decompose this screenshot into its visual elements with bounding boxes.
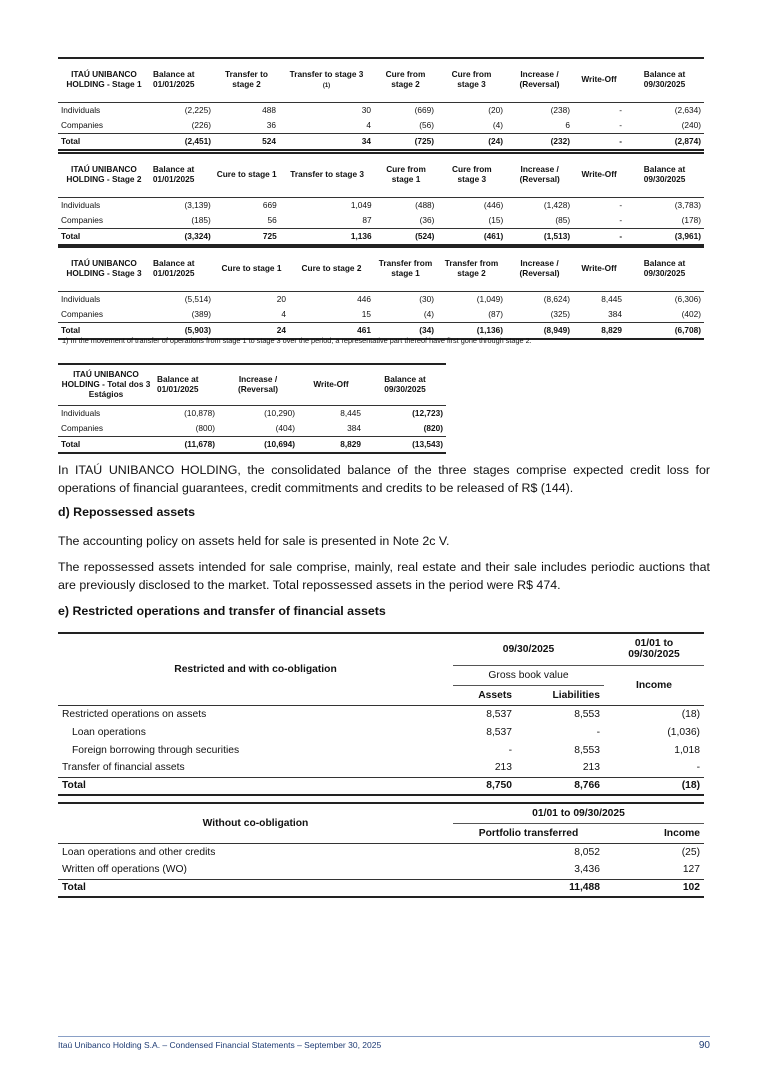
cell-value: 8,445 [340, 408, 361, 418]
stage-total-table [58, 363, 446, 454]
row-label: Written off operations (WO) [62, 864, 187, 876]
stage1-header-title: ITAÚ UNIBANCO HOLDING - Stage 1 [66, 69, 142, 90]
row-label: Individuals [61, 294, 101, 304]
cell-value: 213 [494, 762, 512, 774]
cell-value: (800) [195, 423, 215, 433]
stage3-header-cure-1: Cure to stage 1 [221, 263, 282, 274]
row-label: Restricted operations on assets [62, 708, 207, 720]
cell-value: (20) [488, 105, 503, 115]
table-row [58, 213, 704, 229]
table-row [58, 118, 704, 134]
cell-value: (3,324) [150, 228, 214, 245]
stage2-header-cure-1: Cure to stage 1 [216, 169, 277, 180]
cell-value: (6,708) [625, 322, 704, 339]
total-row [58, 879, 704, 897]
stage3-header-title: ITAÚ UNIBANCO HOLDING - Stage 3 [66, 258, 142, 279]
stage1-header-cure-3: Cure from stage 3 [451, 69, 492, 90]
cell-value: (18) [681, 708, 700, 720]
row-label: Total [58, 322, 150, 339]
cell-value: (10,290) [264, 408, 295, 418]
cell-value: (669) [414, 105, 434, 115]
cell-value: 488 [262, 105, 276, 115]
table-row [58, 307, 704, 323]
stage2-header-transfer-3: Transfer to stage 3 [290, 169, 365, 180]
cell-value: 461 [289, 322, 374, 339]
cell-value: (185) [191, 215, 211, 225]
cell-value: (2,451) [150, 133, 214, 150]
without-table [58, 802, 704, 898]
cell-value: (10,878) [184, 408, 215, 418]
cell-value: - [696, 762, 700, 774]
stage-footnote: 1) In the movement of transfer of operations from stage 1 to stage 3 over the period, a representative part thereof have first gone through stage 2. [62, 336, 532, 345]
total-row [58, 133, 704, 150]
paragraph-consolidated: In ITAÚ UNIBANCO HOLDING, the consolidated balance of the three stages comprise expected credit loss for operations of financial guarantees, credit commitments and credits to be released of R$ (144). [58, 463, 710, 495]
cell-value: (325) [550, 309, 570, 319]
heading-restricted-operations: e) Restricted operations and transfer of financial assets [58, 604, 386, 618]
without-income: Income [663, 827, 700, 839]
cell-value: 24 [214, 322, 289, 339]
stage2-header-cure-from-1: Cure from stage 1 [386, 164, 426, 185]
cell-value: (238) [550, 105, 570, 115]
row-label: Total [58, 228, 150, 245]
footer-text: Itaú Unibanco Holding S.A. – Condensed Financial Statements – September 30, 2025 [58, 1040, 382, 1050]
stage1-header-transfer-3-label: Transfer to stage 3 [289, 69, 364, 80]
cell-value: (2,874) [625, 133, 704, 150]
stage1-header-transfer-3 [279, 58, 374, 102]
restricted-title: Restricted and with co-obligation [174, 663, 337, 675]
table-row [58, 741, 704, 759]
cell-value: (1,136) [437, 322, 506, 339]
stage3-header-writeoff: Write-Off [581, 263, 617, 274]
row-label: Companies [61, 120, 103, 130]
stage3-header-cure-2: Cure to stage 2 [301, 263, 362, 274]
cell-value: 8,537 [486, 708, 512, 720]
stage-total-body [58, 405, 446, 453]
footer-divider [58, 1036, 710, 1037]
stage1-table [58, 57, 704, 151]
cell-value: 102 [604, 879, 704, 897]
cell-value: (11,678) [154, 436, 218, 453]
cell-value: 34 [279, 133, 374, 150]
cell-value: (1,428) [543, 200, 571, 210]
cell-value: 213 [582, 762, 600, 774]
table-row [58, 843, 704, 861]
cell-value: 1,136 [280, 228, 375, 245]
cell-value: 8,553 [574, 708, 600, 720]
table-row [58, 723, 704, 741]
cell-value: (1,049) [476, 294, 503, 304]
restricted-income: Income [635, 679, 673, 691]
cell-value: (3,139) [184, 200, 211, 210]
cell-value: 384 [347, 423, 361, 433]
paragraph-accounting-policy: The accounting policy on assets held for sale is presented in Note 2c V. [58, 534, 450, 548]
table-row [58, 759, 704, 777]
cell-value: (36) [419, 215, 435, 225]
cell-value: 3,436 [574, 864, 600, 876]
stage1-header-footnote-marker: (1) [322, 83, 331, 90]
heading-repossessed-assets: d) Repossessed assets [58, 505, 196, 519]
stage1-body [58, 102, 704, 150]
stage2-header-increase: Increase / (Reversal) [519, 164, 560, 185]
cell-value: 36 [266, 120, 276, 130]
stage1-header-balance-start: Balance at 01/01/2025 [153, 69, 195, 90]
cell-value: - [619, 120, 622, 130]
cell-value: 1,018 [674, 744, 700, 756]
cell-value: (178) [681, 215, 701, 225]
cell-value: - [596, 726, 600, 738]
table-row [58, 421, 446, 437]
cell-value: (820) [423, 423, 443, 433]
cell-value: (389) [191, 309, 211, 319]
row-label: Loan operations [72, 726, 146, 738]
cell-value: (2,634) [674, 105, 701, 115]
cell-value: (87) [488, 309, 503, 319]
cell-value: (15) [488, 215, 504, 225]
cell-value: 56 [267, 215, 277, 225]
cell-value: - [619, 200, 623, 210]
restricted-period: 01/01 to 09/30/2025 [604, 633, 704, 665]
cell-value: (6,306) [674, 294, 701, 304]
cell-value: (30) [419, 294, 434, 304]
cell-value: 8,829 [298, 436, 364, 453]
page-number: 90 [698, 1040, 710, 1051]
cell-value: (25) [681, 846, 700, 858]
without-body [58, 843, 704, 897]
cell-value: (34) [374, 322, 437, 339]
cell-value: (85) [555, 215, 571, 225]
total-row [58, 436, 446, 453]
stage-total-header-title: ITAÚ UNIBANCO HOLDING - Total dos 3 Estágios [61, 368, 151, 399]
cell-value: (3,961) [625, 228, 704, 245]
stage-total-header-balance-start: Balance at 01/01/2025 [157, 373, 199, 394]
table-row [58, 705, 704, 723]
row-label: Total [58, 777, 453, 795]
cell-value: 8,537 [486, 726, 512, 738]
cell-value: - [573, 133, 625, 150]
cell-value: (10,694) [218, 436, 298, 453]
cell-value: 669 [262, 200, 277, 210]
cell-value: (524) [375, 228, 438, 245]
stage-total-header-increase: Increase / (Reversal) [237, 373, 279, 394]
cell-value: 8,052 [574, 846, 600, 858]
cell-value: (12,723) [412, 408, 443, 418]
cell-value: (8,949) [506, 322, 573, 339]
cell-value: (461) [437, 228, 506, 245]
cell-value: (488) [415, 200, 435, 210]
cell-value: 8,445 [601, 294, 622, 304]
row-label: Companies [61, 423, 103, 433]
row-label: Loan operations and other credits [62, 846, 216, 858]
cell-value: 87 [362, 215, 372, 225]
cell-value: 30 [361, 105, 371, 115]
cell-value: 1,049 [350, 200, 372, 210]
paragraph-repossessed-assets: The repossessed assets intended for sale comprise, mainly, real estate and their sale includes periodic auctions that are previously disclosed to the market. Total repossessed assets in the period were R$ 474. [58, 560, 710, 592]
stage3-header-balance-end: Balance at 09/30/2025 [643, 258, 686, 279]
stage1-header-increase: Increase / (Reversal) [519, 69, 560, 90]
table-row [58, 197, 704, 213]
cell-value: (240) [681, 120, 701, 130]
row-label: Transfer of financial assets [62, 762, 185, 774]
stage2-body [58, 197, 704, 245]
restricted-table [58, 632, 704, 796]
cell-value: (13,543) [364, 436, 446, 453]
without-period: 01/01 to 09/30/2025 [453, 803, 704, 823]
cell-value: 384 [608, 309, 622, 319]
cell-value: 11,488 [453, 879, 604, 897]
stage2-header-cure-from-3: Cure from stage 3 [452, 164, 492, 185]
cell-value: (4) [423, 309, 434, 319]
table-row [58, 291, 704, 307]
cell-value: (1,513) [506, 228, 573, 245]
row-label: Total [58, 133, 150, 150]
cell-value: 20 [276, 294, 286, 304]
stage-total-header-writeoff: Write-Off [313, 378, 349, 389]
cell-value: (446) [483, 200, 504, 210]
row-label: Individuals [61, 105, 101, 115]
stage1-header-writeoff: Write-Off [581, 74, 617, 85]
cell-value: (24) [437, 133, 506, 150]
without-portfolio-transferred: Portfolio transferred [478, 827, 579, 839]
cell-value: (5,514) [184, 294, 211, 304]
cell-value: 15 [361, 309, 371, 319]
cell-value: (4) [492, 120, 503, 130]
cell-value: 4 [366, 120, 371, 130]
cell-value: 6 [565, 120, 570, 130]
stage1-header-cure-2: Cure from stage 2 [385, 69, 426, 90]
cell-value: (402) [681, 309, 701, 319]
stage2-header-writeoff: Write-Off [581, 169, 617, 180]
cell-value: 4 [281, 309, 286, 319]
cell-value: (404) [275, 423, 295, 433]
row-label: Companies [61, 215, 103, 225]
table-row [58, 405, 446, 421]
cell-value: 725 [214, 228, 280, 245]
stage3-table [58, 246, 704, 340]
cell-value: (18) [604, 777, 704, 795]
stage-total-header-balance-end: Balance at 09/30/2025 [384, 373, 426, 394]
cell-value: (56) [419, 120, 434, 130]
cell-value: 8,553 [574, 744, 600, 756]
cell-value: (725) [374, 133, 437, 150]
cell-value: (2,225) [184, 105, 211, 115]
cell-value: 446 [357, 294, 371, 304]
row-label: Total [58, 879, 453, 897]
stage1-header-transfer-2: Transfer to stage 2 [225, 69, 268, 90]
stage3-header-transfer-1: Transfer from stage 1 [378, 258, 433, 279]
table-row [58, 102, 704, 118]
cell-value: (1,036) [667, 726, 700, 738]
row-label: Foreign borrowing through securities [72, 744, 240, 756]
stage2-header-title: ITAÚ UNIBANCO HOLDING - Stage 2 [66, 164, 142, 185]
restricted-gross-book-value: Gross book value [453, 665, 604, 685]
cell-value: - [619, 215, 623, 225]
total-row [58, 777, 704, 795]
row-label: Individuals [61, 408, 101, 418]
table-row [58, 861, 704, 879]
cell-value: (3,783) [674, 200, 701, 210]
stage3-header-transfer-2: Transfer from stage 2 [444, 258, 499, 279]
cell-value: 8,750 [453, 777, 516, 795]
stage3-header-increase: Increase / (Reversal) [519, 258, 560, 279]
cell-value: - [573, 228, 625, 245]
cell-value: - [619, 105, 622, 115]
stage3-header-balance-start: Balance at 01/01/2025 [153, 258, 195, 279]
without-title: Without co-obligation [202, 817, 309, 829]
stage2-header-balance-start: Balance at 01/01/2025 [152, 164, 195, 185]
cell-value: 127 [682, 864, 700, 876]
restricted-liabilities: Liabilities [552, 689, 600, 701]
cell-value: (226) [191, 120, 211, 130]
stage2-header-balance-end: Balance at 09/30/2025 [643, 164, 686, 185]
restricted-date: 09/30/2025 [453, 633, 604, 665]
cell-value: 8,829 [573, 322, 625, 339]
stage3-body [58, 291, 704, 339]
cell-value: (5,903) [150, 322, 214, 339]
row-label: Total [58, 436, 154, 453]
cell-value: 8,766 [516, 777, 604, 795]
restricted-assets: Assets [478, 689, 512, 701]
cell-value: - [508, 744, 512, 756]
stage2-table [58, 152, 704, 246]
restricted-body [58, 705, 704, 795]
cell-value: 524 [214, 133, 279, 150]
stage1-header-balance-end: Balance at 09/30/2025 [643, 69, 686, 90]
cell-value: (8,624) [543, 294, 570, 304]
row-label: Individuals [61, 200, 101, 210]
row-label: Companies [61, 309, 103, 319]
cell-value: (232) [506, 133, 573, 150]
total-row [58, 228, 704, 245]
